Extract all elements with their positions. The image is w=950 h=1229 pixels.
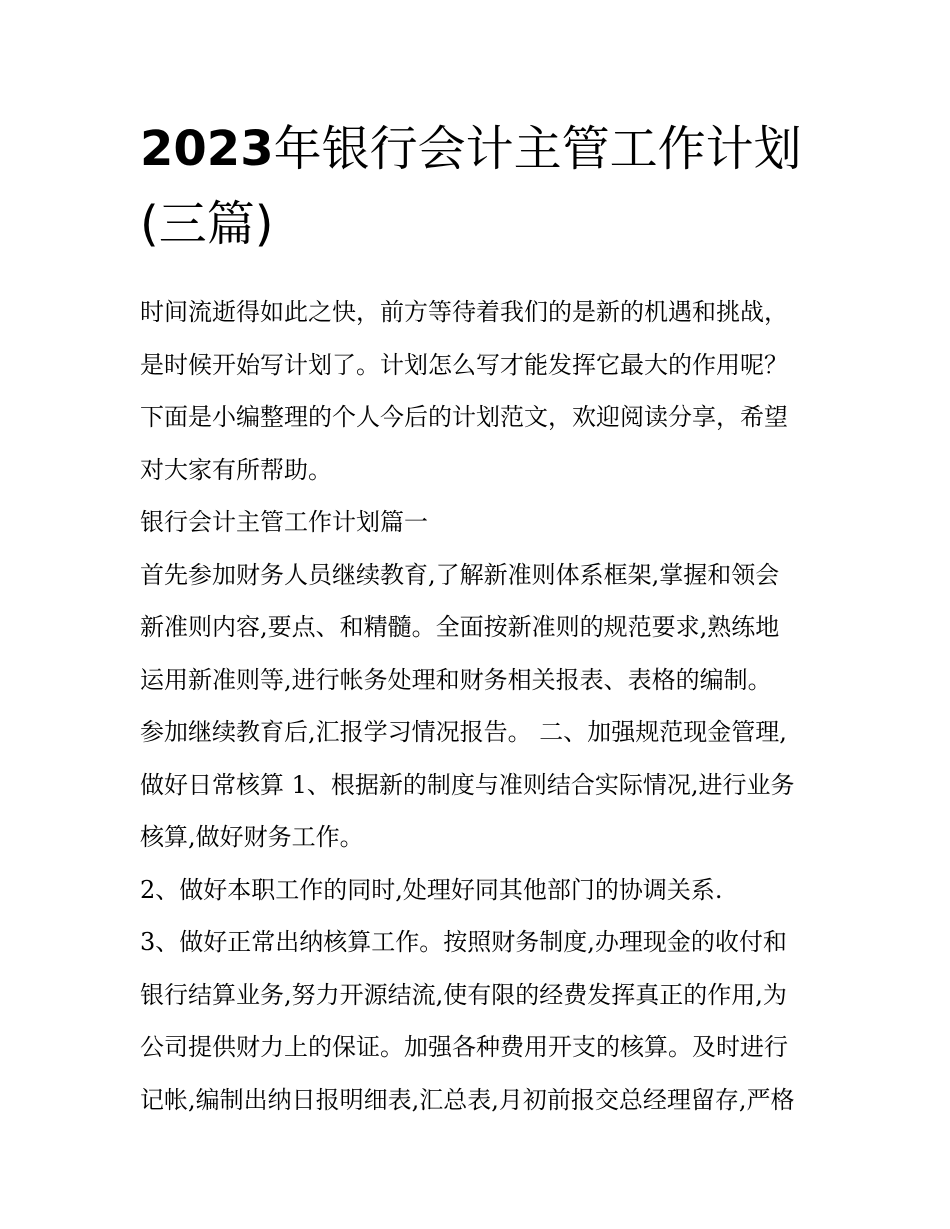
text-line: 下面是小编整理的个人今后的计划范文，欢迎阅读分享，希望 — [140, 403, 788, 431]
text-line: 银行会计主管工作计划篇一 — [140, 508, 428, 536]
text-line: 新准则内容,要点、和精髓。全面按新准则的规范要求,熟练地 — [140, 613, 780, 641]
text-line: 对大家有所帮助。 — [140, 455, 332, 484]
body-paragraph — [140, 864, 820, 917]
text-line: 参加继续教育后,汇报学习情况报告。 二、加强规范现金管理, — [140, 718, 787, 746]
text-line: 是时候开始写计划了。计划怎么写才能发挥它最大的作用呢？ — [140, 350, 788, 379]
body-paragraph — [140, 916, 820, 1126]
section-heading — [140, 496, 820, 549]
intro-paragraph — [140, 286, 820, 496]
title-line-2: (三篇) — [140, 196, 274, 252]
document-title — [140, 112, 820, 262]
title-text: 年银行会计主管工作计划 — [273, 121, 802, 177]
document-page — [140, 112, 820, 1126]
text-line: 记帐,编制出纳日报明细表,汇总表,月初前报交总经理留存,严格 — [140, 1085, 795, 1114]
title-line-1 — [140, 112, 820, 187]
text-line: 公司提供财力上的保证。加强各种费用开支的核算。及时进行 — [140, 1033, 788, 1061]
document-body — [140, 286, 820, 1126]
text-line: 3、做好正常出纳核算工作。按照财务制度,办理现金的收付和 — [140, 928, 787, 956]
text-line: 银行结算业务,努力开源结流,使有限的经费发挥真正的作用,为 — [140, 980, 787, 1009]
title-year: 2023 — [140, 121, 274, 177]
text-line: 做好日常核算 1、根据新的制度与准则结合实际情况,进行业务 — [140, 770, 795, 799]
text-line: 2、做好本职工作的同时,处理好同其他部门的协调关系. — [140, 875, 723, 904]
text-line: 核算,做好财务工作。 — [140, 823, 364, 851]
text-line: 运用新准则等,进行帐务处理和财务相关报表、表格的编制。 — [140, 665, 772, 694]
text-line: 首先参加财务人员继续教育,了解新准则体系框架,掌握和领会 — [140, 560, 780, 589]
body-paragraph — [140, 549, 820, 864]
text-line: 时间流逝得如此之快，前方等待着我们的是新的机遇和挑战， — [140, 298, 788, 326]
